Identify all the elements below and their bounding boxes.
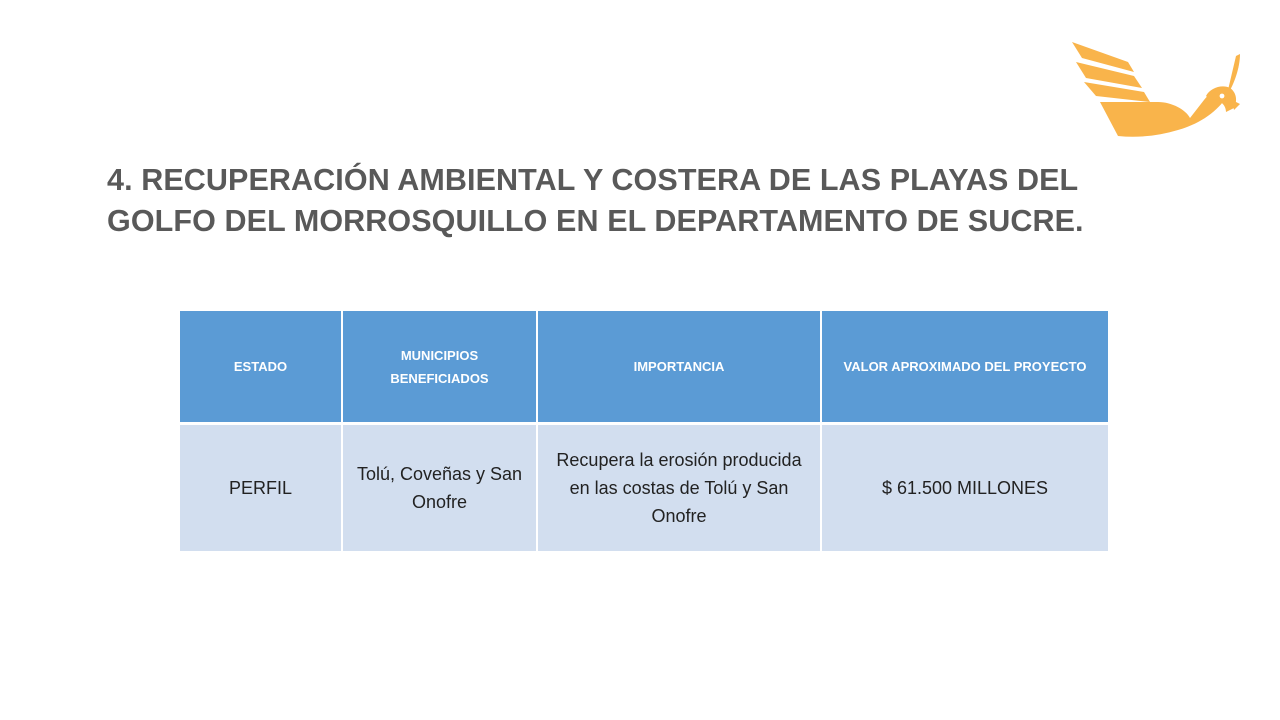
table-row xyxy=(180,424,1108,552)
cell-estado: PERFIL xyxy=(180,424,342,552)
header-municipios-beneficiados: MUNICIPIOS BENEFICIADOS xyxy=(342,311,537,424)
bird-logo-icon xyxy=(1068,38,1246,142)
slide-title: 4. RECUPERACIÓN AMBIENTAL Y COSTERA DE LAS PLAYAS DEL GOLFO DEL MORROSQUILLO EN EL DEPARTAMENTO DE SUCRE. xyxy=(107,163,1084,238)
header-importancia: IMPORTANCIA xyxy=(537,311,821,424)
header-valor-aproximado: VALOR APROXIMADO DEL PROYECTO xyxy=(821,311,1108,424)
header-estado: ESTADO xyxy=(180,311,342,424)
project-table xyxy=(180,311,1108,551)
cell-municipios-beneficiados: Tolú, Coveñas y San Onofre xyxy=(342,424,537,552)
table-header-row xyxy=(180,311,1108,424)
cell-importancia: Recupera la erosión producida en las costas de Tolú y San Onofre xyxy=(537,424,821,552)
cell-valor-aproximado: $ 61.500 MILLONES xyxy=(821,424,1108,552)
